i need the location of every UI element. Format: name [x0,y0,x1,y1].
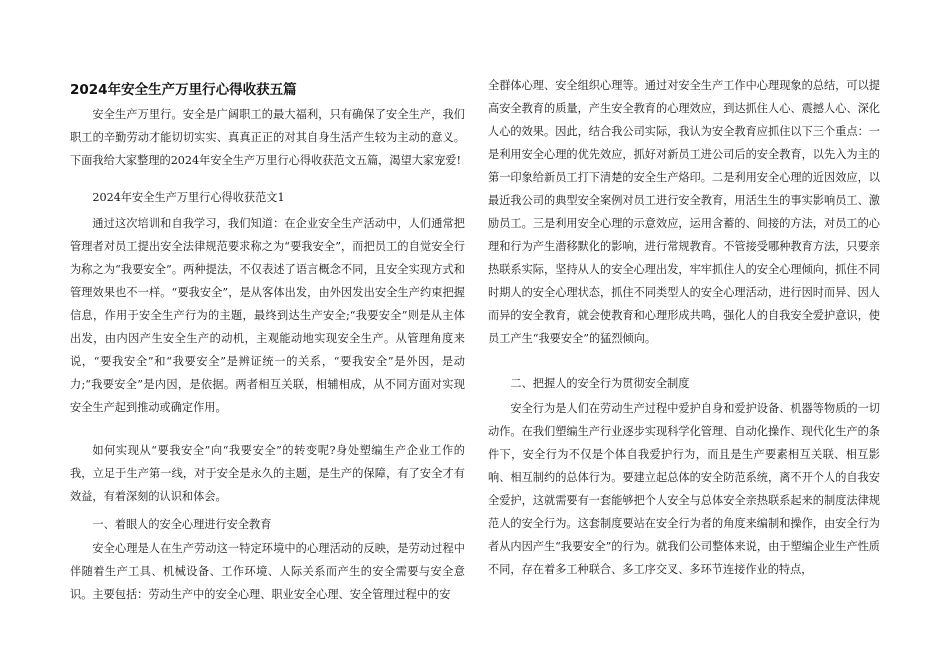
body-paragraph: 如何实现从“要我安全”向“我要安全”的转变呢?身处塑编生产企业工作的我，立足于生产第一线，对于安全是永久的主题，是生产的保障，有了安全才有效益，有着深刻的认识和体会。 [70,444,465,503]
body-paragraph: 安全行为是人们在劳动生产过程中爱护自身和爱护设备、机器等物质的一切动作。在我们塑编生产行业逐步实现科学化管理、自动化操作、现代化生产的条件下，安全行为不仅是个体自我爱护行为，而且是生产要素相互关联、相互影响、相互制约的总体行为。要建立起总体的安全防范系统，离不开个人的自我安全爱护，这就需要有一套能够把个人安全与总体安全亲热联系起来的制度法律规范人的安全行为。这套制度要站在安全行为者的角度来编制和操作，由安全行为者从内因产生“我要安全”的行为。就我们公司整体来说，由于塑编企业生产性质不同，存在着多工种联合、多工序交叉、多环节连接作业的特点， [488,402,880,576]
body-paragraph: 安全心理是人在生产劳动这一特定环境中的心理活动的反映，是劳动过程中伴随着生产工具、机械设备、工作环境、人际关系而产生的安全需要与安全意识。主要包括：劳动生产中的安全心理、职业安全心理、安全管理过程中的安 [70,542,465,601]
section-heading: 一、着眼人的安全心理进行安全教育 [92,518,272,531]
body-paragraph: 全群体心理、安全组织心理等。通过对安全生产工作中心理现象的总结，可以提高安全教育的质量，产生安全教育的心理效应，到达抓住人心、震撼人心、深化人心的效果。因此，结合我公司实际，我认为安全教育应抓住以下三个重点：一是利用安全心理的优先效应，抓好对新员工进公司后的安全教育，以先入为主的第一印象给新员工打下清楚的安全生产烙印。二是利用安全心理的近因效应，以最近我公司的典型安全案例对员工进行安全教育，用活生生的事实影响员工、激励员工。三是利用安全心理的示意效应，运用含蓄的、间接的方法，对员工的心理和行为产生潜移默化的影响，进行常规教育。不管接受哪种教育方法，只要亲热联系实际，坚持从人的安全心理出发，牢牢抓住人的安全心理倾向，抓住不同时期人的安全心理状态，抓住不同类型人的安全心理活动，进行因时而异、因人而异的安全教育，就会使教育和心理形成共鸣，强化人的自我安全爱护意识，使员工产生“我要安全”的猛烈倾向。 [488,79,880,345]
body-paragraph: 通过这次培训和自我学习，我们知道：在企业安全生产活动中，人们通常把管理者对员工提出安全法律规范要求称之为“要我安全”，而把员工的自觉安全行为称之为“我要安全”。两种提法，不仅表述了语言概念不同，且安全实现方式和管理效果也不一样。“要我安全”，是从客体出发，由外因发出安全生产约束把握信息，作用于安全生产行为的主题，最终到达生产安全;“我要安全”则是从主体出发，由内因产生安全生产的动机，主观能动地实现安全生产。从管理角度来说，“要我安全”和“我要安全”是辨证统一的关系，“要我安全”是外因，是动力;“我要安全”是内因，是依据。两者相互关联，相辅相成，从不同方面对实现安全生产起到推动或确定作用。 [70,217,465,414]
section-subtitle: 2024年安全生产万里行心得收获范文1 [92,191,285,204]
document-title: 2024年安全生产万里行心得收获五篇 [70,82,297,98]
intro-paragraph: 安全生产万里行。安全是广阔职工的最大福利，只有确保了安全生产，我们职工的辛勤劳动才能切切实实、真真正正的对其自身生活产生较为主动的意义。下面我给大家整理的2024年安全生产万里行心得收获范文五篇，渴望大家宠爱! [70,108,465,167]
section-heading: 二、把握人的安全行为贯彻安全制度 [510,377,690,390]
